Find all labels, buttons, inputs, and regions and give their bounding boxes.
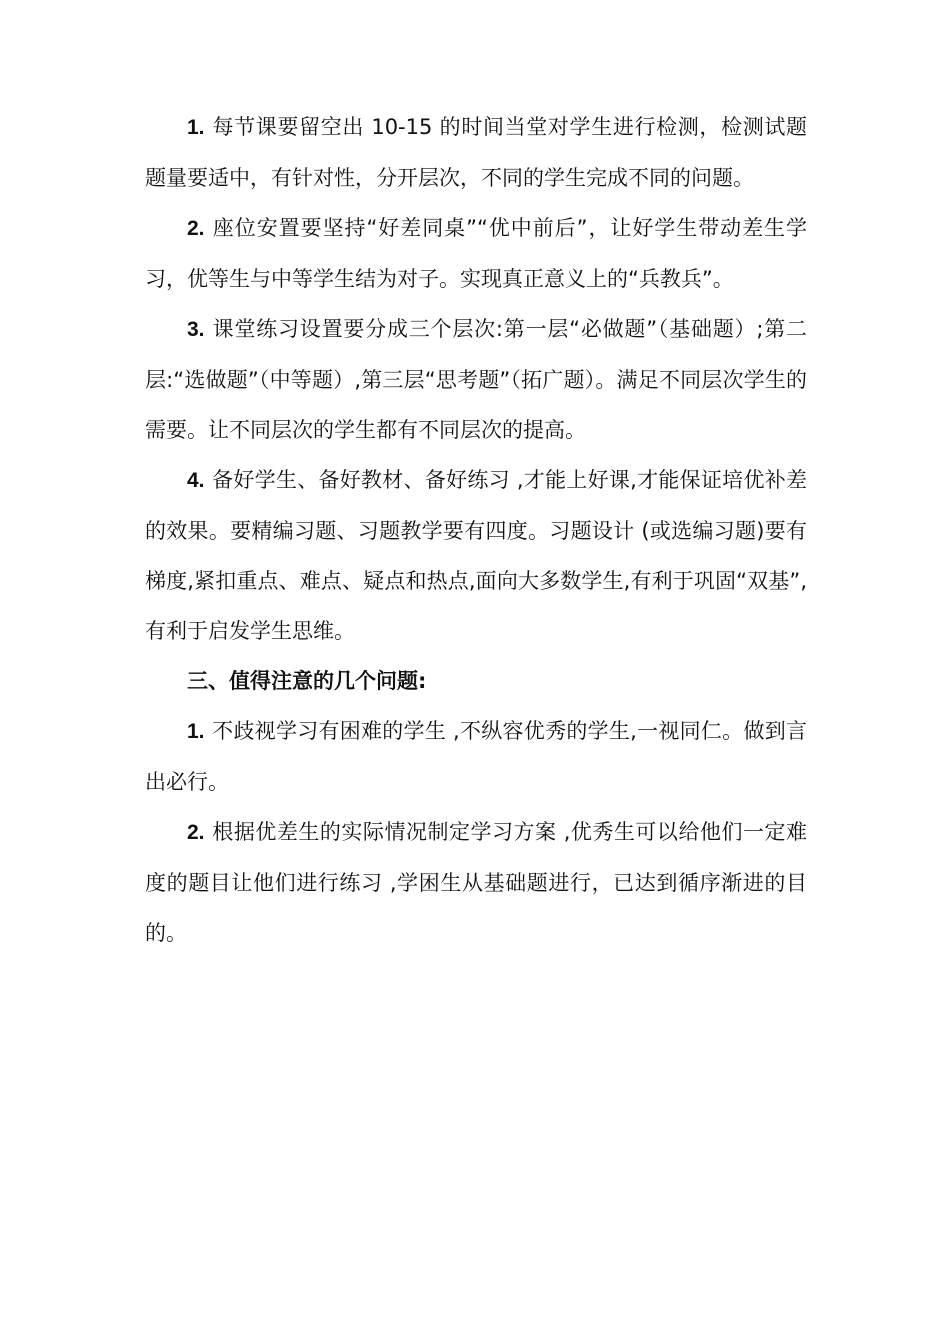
item-number: 2. — [187, 217, 205, 240]
item-number: 1. — [187, 116, 205, 139]
paragraph-text: 备好学生、备好教材、备好练习 ,才能上好课,才能保证培优补差的效果。要精编习题、习题教学要有四度。习题设计 (或选编习题)要有梯度,紧扣重点、难点、疑点和热点,面向大多数学生,有利于巩固“双基”,有利于启发学生思维。 — [145, 468, 807, 643]
paragraph-text: 不歧视学习有困难的学生 ,不纵容优秀的学生,一视同仁。做到言出必行。 — [145, 719, 807, 794]
paragraph-1 — [145, 102, 807, 203]
document-page — [145, 102, 807, 958]
item-number: 4. — [187, 469, 205, 492]
item-number: 2. — [187, 821, 205, 844]
item-number: 1. — [187, 720, 205, 743]
paragraph-text: 课堂练习设置要分成三个层次:第一层“必做题”（基础题）;第二层:“选做题”（中等题）,第三层“思考题”（拓广题）。满足不同层次学生的需要。让不同层次的学生都有不同层次的提高。 — [145, 317, 807, 442]
paragraph-3 — [145, 304, 807, 455]
paragraph-6 — [145, 807, 807, 958]
paragraph-2 — [145, 203, 807, 304]
paragraph-text: 根据优差生的实际情况制定学习方案 ,优秀生可以给他们一定难度的题目让他们进行练习 ,学困生从基础题进行，已达到循序渐进的目的。 — [145, 820, 807, 945]
item-number: 3. — [187, 318, 205, 341]
section-heading: 三、值得注意的几个问题: — [187, 669, 427, 693]
paragraph-4 — [145, 455, 807, 656]
paragraph-5 — [145, 706, 807, 807]
paragraph-text: 每节课要留空出 10-15 的时间当堂对学生进行检测，检测试题题量要适中，有针对性，分开层次，不同的学生完成不同的问题。 — [145, 115, 807, 190]
paragraph-text: 座位安置要坚持“好差同桌”“优中前后”，让好学生带动差生学习，优等生与中等学生结为对子。实现真正意义上的“兵教兵”。 — [145, 216, 807, 291]
